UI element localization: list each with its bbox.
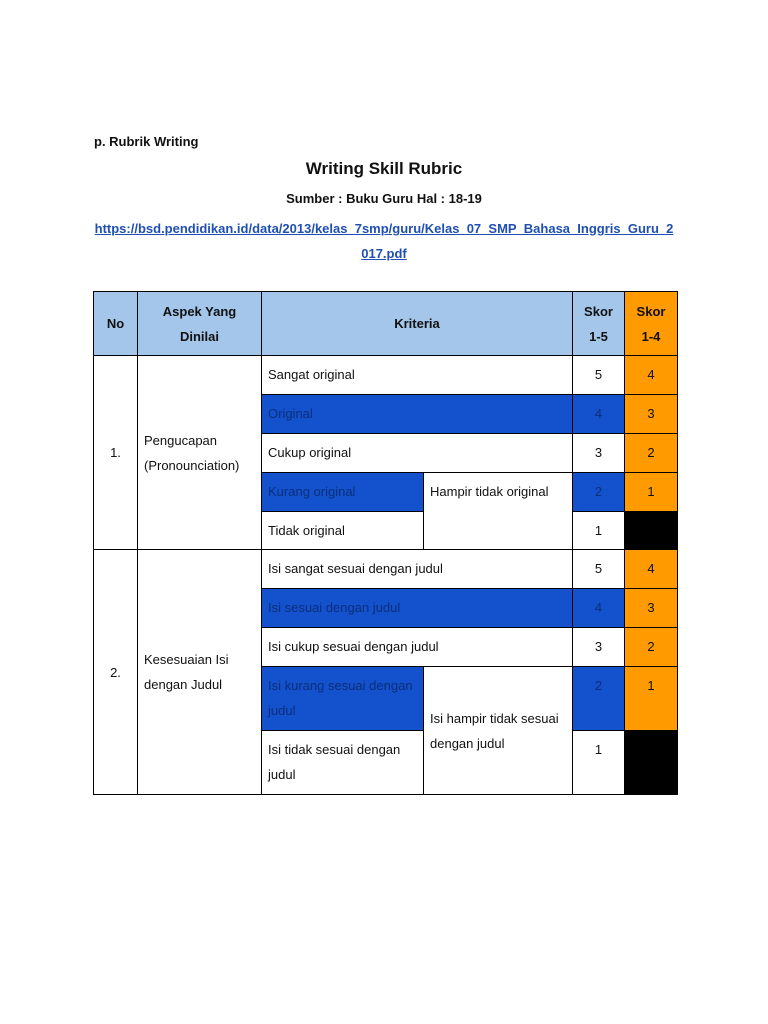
aspect-number: 1. [94, 356, 138, 550]
skor-1-5-cell: 4 [573, 589, 625, 628]
header-aspek: Aspek Yang Dinilai [138, 292, 262, 356]
criterion-cell: Isi sangat sesuai dengan judul [262, 550, 573, 589]
criterion-cell: Cukup original [262, 434, 573, 473]
skor-1-5-cell: 1 [573, 731, 625, 795]
header-kriteria: Kriteria [262, 292, 573, 356]
skor-1-4-cell: 1 [625, 667, 678, 731]
skor-1-4-cell [625, 731, 678, 795]
skor-1-5-cell: 3 [573, 628, 625, 667]
document-title: Writing Skill Rubric [305, 159, 463, 178]
criterion-cell: Tidak original [262, 512, 424, 550]
aspect-number: 2. [94, 550, 138, 795]
skor-1-4-cell: 3 [625, 589, 678, 628]
skor-1-5-cell: 1 [573, 512, 625, 550]
criterion-cell: Isi kurang sesuai dengan judul [262, 667, 424, 731]
criterion-cell: Sangat original [262, 356, 573, 395]
skor-1-4-cell: 1 [625, 473, 678, 512]
aspect-name: Pengucapan (Pronounciation) [138, 356, 262, 550]
header-skor-1-5: Skor 1-5 [573, 292, 625, 356]
criterion-cell: Isi tidak sesuai dengan judul [262, 731, 424, 795]
table-header-row [94, 292, 678, 356]
criterion-cell: Isi sesuai dengan judul [262, 589, 573, 628]
source-link[interactable]: https://bsd.pendidikan.id/data/2013/kelas_7smp/guru/Kelas_07_SMP_Bahasa_Inggris_Guru_2017.pdf [94, 221, 674, 261]
table-row [94, 550, 678, 589]
criterion-cell: Kurang original [262, 473, 424, 512]
skor-1-5-cell: 5 [573, 550, 625, 589]
skor-1-4-cell: 4 [625, 356, 678, 395]
table-row [94, 356, 678, 395]
skor-1-4-cell: 4 [625, 550, 678, 589]
header-no: No [94, 292, 138, 356]
skor-1-5-cell: 4 [573, 395, 625, 434]
source-line: Sumber : Buku Guru Hal : 18-19 [286, 191, 482, 206]
skor-1-5-cell: 5 [573, 356, 625, 395]
skor-1-4-cell: 2 [625, 434, 678, 473]
rubric-table [93, 291, 678, 795]
merged-criterion-cell: Isi hampir tidak sesuai dengan judul [424, 667, 573, 795]
section-label: p. Rubrik Writing [94, 134, 199, 149]
aspect-name: Kesesuaian Isi dengan Judul [138, 550, 262, 795]
skor-1-5-cell: 2 [573, 473, 625, 512]
skor-1-5-cell: 2 [573, 667, 625, 731]
skor-1-4-cell: 3 [625, 395, 678, 434]
skor-1-4-cell [625, 512, 678, 550]
criterion-cell: Isi cukup sesuai dengan judul [262, 628, 573, 667]
merged-criterion-cell: Hampir tidak original [424, 473, 573, 550]
skor-1-4-cell: 2 [625, 628, 678, 667]
skor-1-5-cell: 3 [573, 434, 625, 473]
criterion-cell: Original [262, 395, 573, 434]
header-skor-1-4: Skor 1-4 [625, 292, 678, 356]
